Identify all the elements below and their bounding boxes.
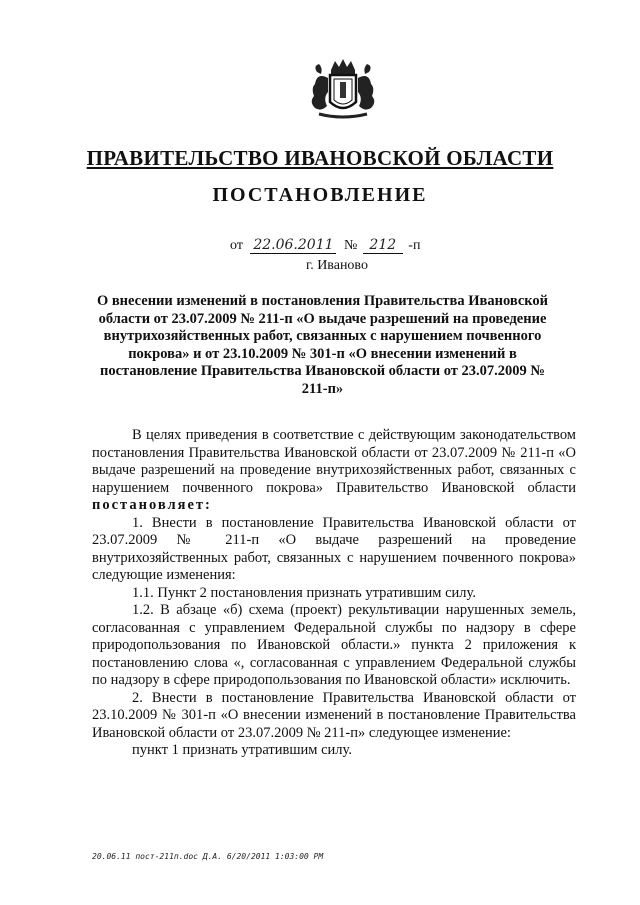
document-type: ПОСТАНОВЛЕНИЕ — [212, 184, 428, 206]
date-number-line — [230, 237, 420, 254]
handwritten-number: 212 — [363, 237, 403, 254]
file-footer: 20.06.11 пост-211п.doc Д.А. 6/20/2011 1:03:00 PM — [92, 852, 324, 861]
document-body — [92, 427, 576, 760]
handwritten-date: 22.06.2011 — [250, 237, 336, 254]
city: г. Иваново — [306, 258, 368, 273]
from-label: от — [230, 238, 243, 253]
coat-of-arms-icon — [297, 58, 389, 122]
paragraph-1: 1. Внести в постановление Правительства Ивановской области от 23.07.2009 № 211-п «О выдаче разрешений на проведение внутрихозяйственных работ, связанных с нарушением почвенного покрова» следующие изменения: — [92, 514, 576, 583]
paragraph-1-2: 1.2. В абзаце «б) схема (проект) рекультивации нарушенных земель, согласованная с управлением Федеральной службы по надзору в сфере природопользования по Ивановской области.» пункта 2 приложения к постановлению слова «, согласованная с управлением Федеральной службы по надзору в сфере природопользования по Ивановской области» исключить. — [92, 602, 576, 688]
preamble-paragraph — [92, 427, 576, 515]
document-subject: О внесении изменений в постановления Правительства Ивановской области от 23.07.2009 № 211-п «О выдаче разрешений на проведение внутрихозяйственных работ, связанных с нарушением почвенного покрова» и от 23.10.2009 № 301-п «О внесении изменений в постановление Правительства Ивановской области от 23.07.2009 № 211-п» — [96, 293, 549, 397]
paragraph-1-1: 1.1. Пункт 2 постановления признать утратившим силу. — [132, 584, 476, 601]
number-suffix: -п — [408, 238, 421, 253]
decree-word: постановляет: — [92, 497, 212, 513]
number-label: № — [343, 238, 358, 253]
paragraph-2-item: пункт 1 признать утратившим силу. — [132, 742, 352, 758]
government-title: ПРАВИТЕЛЬСТВО ИВАНОВСКОЙ ОБЛАСТИ — [86, 146, 554, 170]
paragraph-2: 2. Внести в постановление Правительства Ивановской области от 23.10.2009 № 301-п «О внесении изменений в постановление Правительства Ивановской области от 23.07.2009 № 211-п» следующее изменение: — [92, 689, 576, 741]
preamble-text: В целях приведения в соответствие с действующим законодательством постановления Правительства Ивановской области от 23.07.2009 № 211-п «О выдаче разрешений на проведение внутрихозяйственных работ, связанных с нарушением почвенного покрова» Правительство Ивановской области — [92, 427, 576, 496]
